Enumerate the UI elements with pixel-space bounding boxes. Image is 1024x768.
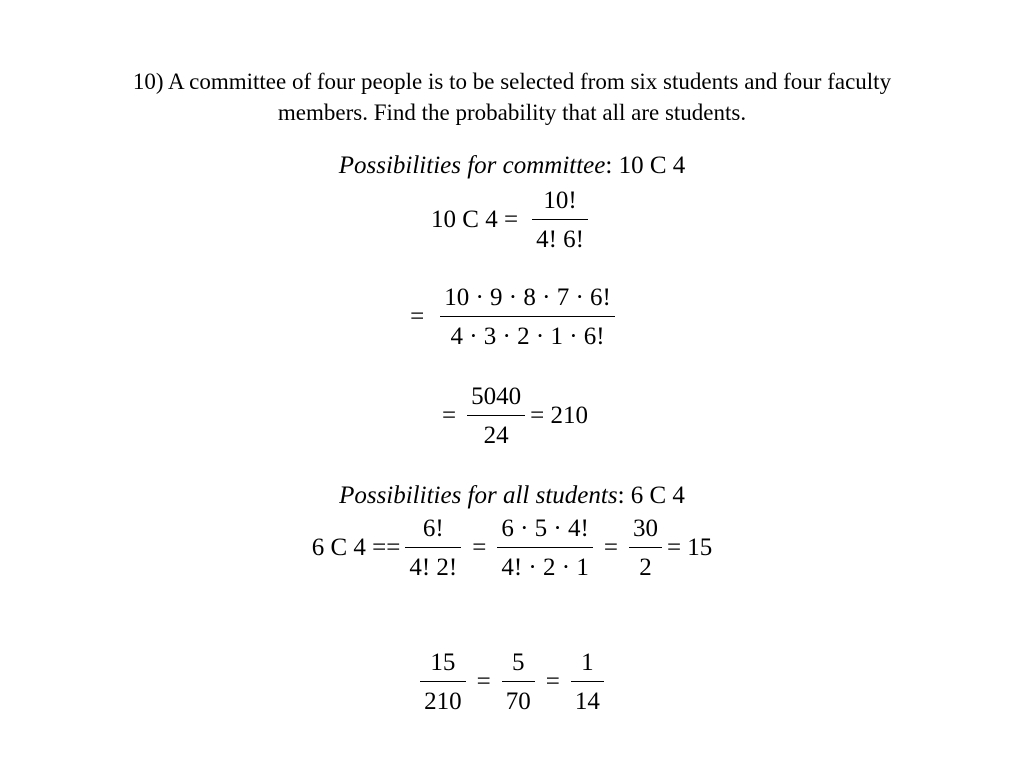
- fraction-denominator: 4! 6!: [532, 219, 588, 252]
- fraction-numerator: 6 · 5 · 4!: [501, 515, 589, 542]
- fraction-denominator: 4 · 3 · 2 · 1 · 6!: [440, 316, 615, 349]
- students-heading-label: Possibilities for all students: [339, 482, 618, 509]
- probability-result: [0, 650, 1024, 714]
- fraction-numerator: 10 · 9 · 8 · 7 · 6!: [444, 284, 611, 311]
- fraction-numerator: 10!: [543, 187, 577, 214]
- fraction-denominator: 2: [629, 547, 662, 580]
- equals-sign: =: [410, 303, 425, 330]
- equals-sign: =: [476, 668, 491, 695]
- problem-statement: [40, 66, 984, 128]
- students-fraction-expanded: [497, 516, 592, 580]
- fraction-numerator: 5: [512, 649, 525, 676]
- equals-sign: =: [472, 534, 487, 561]
- committee-lhs: 10 C 4 =: [431, 206, 519, 233]
- probability-fraction-reduced: [502, 650, 535, 714]
- students-fraction-simplified: [629, 516, 662, 580]
- equals-sign: =: [603, 534, 618, 561]
- committee-fraction-expanded: [440, 285, 615, 349]
- fraction-numerator: 30: [632, 515, 658, 542]
- problem-line-2: members. Find the probability that all are students.: [277, 100, 747, 125]
- students-combination-formula: [0, 516, 1024, 580]
- committee-total: = 210: [530, 402, 588, 429]
- students-lhs: 6 C 4 ==: [311, 534, 401, 561]
- committee-expansion: [0, 285, 1024, 349]
- students-fraction-factorial: [405, 516, 461, 580]
- fraction-numerator: 15: [430, 649, 456, 676]
- probability-fraction-raw: [420, 650, 466, 714]
- committee-fraction-factorial: [532, 188, 588, 252]
- equals-sign: =: [442, 402, 457, 429]
- fraction-denominator: 4! 2!: [405, 547, 461, 580]
- fraction-numerator: 1: [581, 649, 594, 676]
- probability-fraction-final: [571, 650, 604, 714]
- students-heading: [0, 482, 1024, 510]
- fraction-denominator: 70: [502, 681, 535, 714]
- committee-result: [0, 384, 1024, 448]
- equals-sign: =: [545, 668, 560, 695]
- committee-heading-label: Possibilities for committee: [338, 152, 606, 179]
- fraction-denominator: 210: [420, 681, 466, 714]
- committee-fraction-simplified: [467, 384, 525, 448]
- committee-combination-formula: [0, 188, 1024, 252]
- committee-heading: [0, 152, 1024, 180]
- fraction-denominator: 24: [467, 415, 525, 448]
- problem-line-1: 10) A committee of four people is to be selected from six students and four faculty: [132, 69, 892, 94]
- students-heading-expr: : 6 C 4: [617, 482, 685, 509]
- committee-heading-expr: : 10 C 4: [605, 152, 686, 179]
- students-total: = 15: [666, 534, 713, 561]
- fraction-numerator: 5040: [471, 383, 522, 410]
- fraction-numerator: 6!: [422, 515, 444, 542]
- fraction-denominator: 14: [571, 681, 604, 714]
- fraction-denominator: 4! · 2 · 1: [497, 547, 592, 580]
